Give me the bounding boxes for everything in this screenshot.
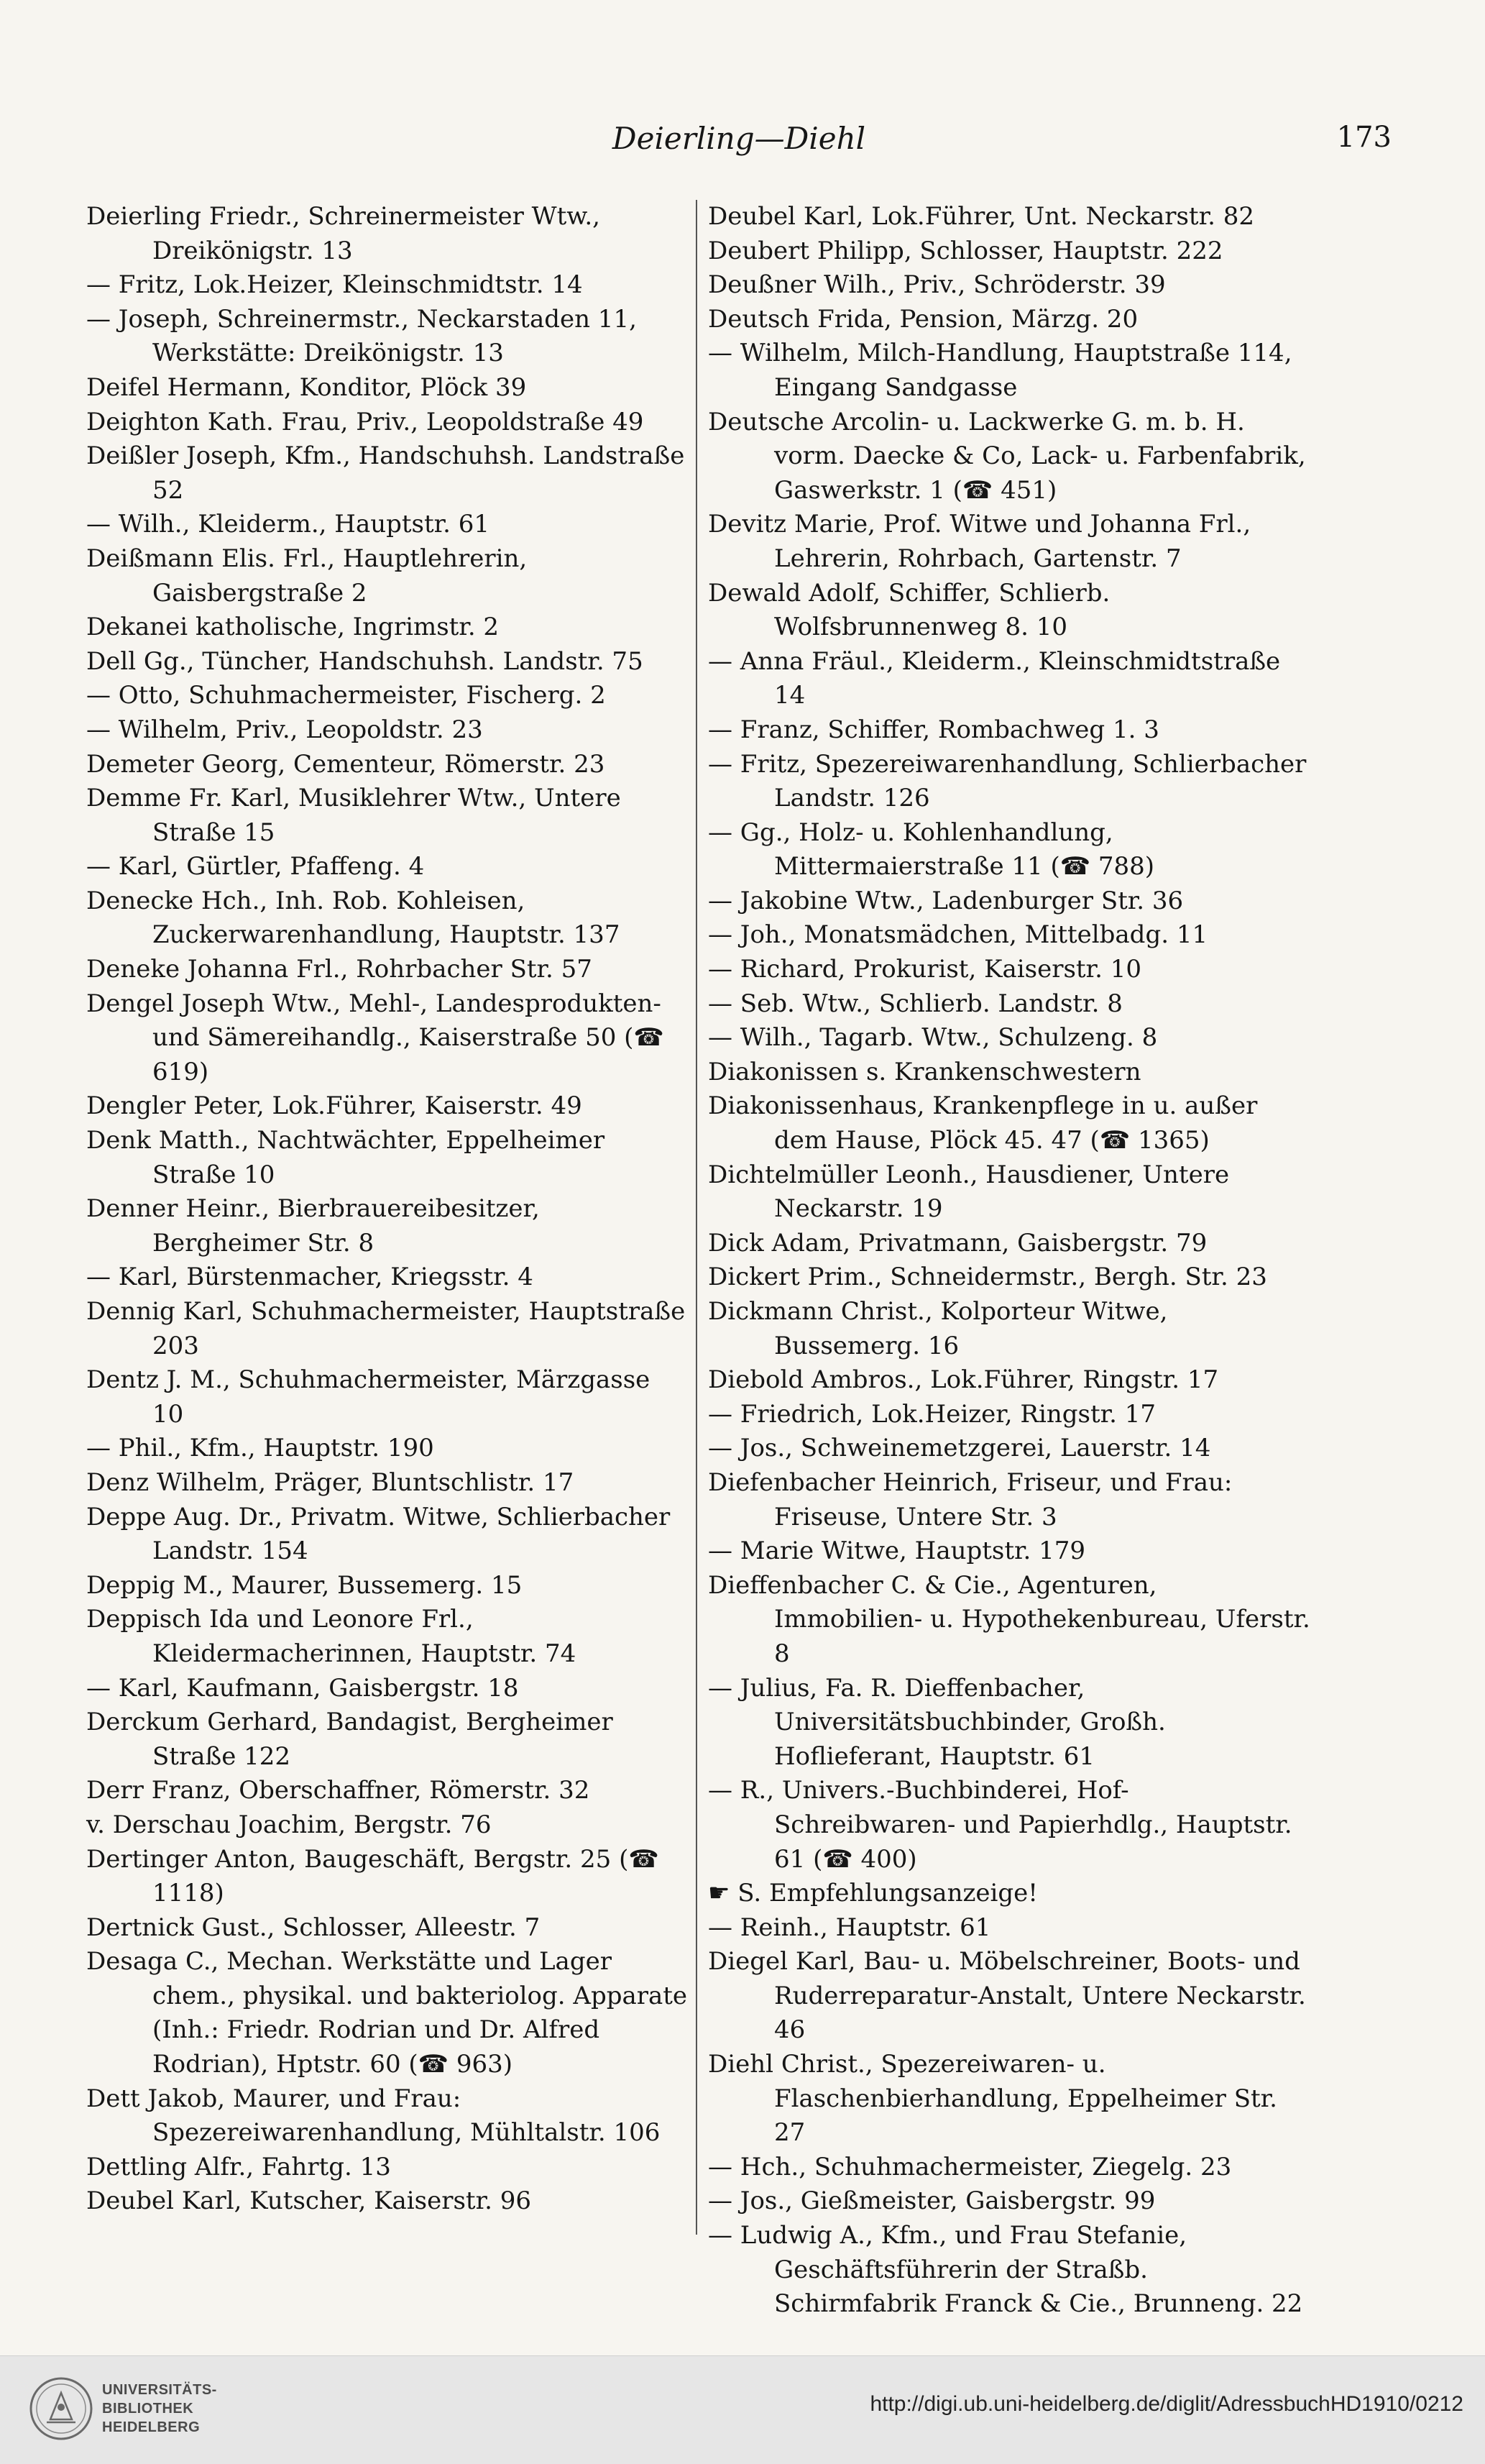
directory-entry: Diegel Karl, Bau- u. Möbelschreiner, Boots- und Ruderreparatur-Anstalt, Untere Neckarstr. 46 [708,1947,1314,2045]
directory-entry: — Julius, Fa. R. Dieffenbacher, Universitätsbuchbinder, Großh. Hoflieferant, Hauptstr. 61 [708,1673,1174,1771]
directory-entry: Diehl Christ., Spezereiwaren- u. Flaschenbierhandlung, Eppelheimer Str. 27 [708,2050,1285,2148]
directory-entry: — Gg., Holz- u. Kohlenhandlung, Mittermaierstraße 11 (☎ 788) [708,817,1155,881]
directory-entry: Deierling Friedr., Schreinermeister Wtw., Dreikönigstr. 13 [86,202,608,265]
directory-entry: Deubel Karl, Kutscher, Kaiserstr. 96 [86,2186,531,2216]
directory-entry: Dennig Karl, Schuhmachermeister, Hauptstraße 203 [86,1297,694,1360]
directory-entry: — Reinh., Hauptstr. 61 [708,1913,991,1942]
directory-entry: Diakonissen s. Krankenschwestern [708,1057,1141,1086]
directory-entry: — Otto, Schuhmachermeister, Fischerg. 2 [86,681,606,710]
directory-entry: Deubel Karl, Lok.Führer, Unt. Neckarstr. 82 [708,202,1254,231]
directory-entry: Deußner Wilh., Priv., Schröderstr. 39 [708,270,1166,300]
directory-entry: Dett Jakob, Maurer, und Frau: Spezereiwarenhandlung, Mühltalstr. 106 [86,2084,661,2148]
directory-entry: — Franz, Schiffer, Rombachweg 1. 3 [708,715,1159,744]
directory-entry: Dertnick Gust., Schlosser, Alleestr. 7 [86,1913,541,1942]
directory-entry: Dick Adam, Privatmann, Gaisbergstr. 79 [708,1228,1208,1258]
directory-entry: — Jos., Schweinemetzgerei, Lauerstr. 14 [708,1434,1211,1463]
directory-entry: — Joh., Monatsmädchen, Mittelbadg. 11 [708,920,1208,950]
directory-entry: Dentz J. M., Schuhmachermeister, Märzgasse 10 [86,1365,658,1429]
directory-entry: — Wilh., Tagarb. Wtw., Schulzeng. 8 [708,1023,1158,1053]
directory-entry: Deppe Aug. Dr., Privatm. Witwe, Schlierbacher Landstr. 154 [86,1502,679,1566]
directory-entry: — Phil., Kfm., Hauptstr. 190 [86,1434,434,1463]
directory-entry: Devitz Marie, Prof. Witwe und Johanna Frl., Lehrerin, Rohrbach, Gartenstr. 7 [708,510,1259,573]
library-name-line: UNIVERSITÄTS- [102,2382,217,2398]
directory-entry: Deppig M., Maurer, Bussemerg. 15 [86,1570,523,1600]
running-head: Deierling—Diehl [612,121,866,156]
library-name-line: HEIDELBERG [102,2419,201,2435]
directory-entry: Dieffenbacher C. & Cie., Agenturen, Immobilien- u. Hypothekenbureau, Uferstr. 8 [708,1570,1318,1668]
directory-entry: — Fritz, Lok.Heizer, Kleinschmidtstr. 14 [86,270,583,300]
directory-entry: Diebold Ambros., Lok.Führer, Ringstr. 17 [708,1365,1219,1395]
directory-entry: — Jos., Gießmeister, Gaisbergstr. 99 [708,2186,1156,2216]
directory-entry: Denner Heinr., Bierbrauereibesitzer, Bergheimer Str. 8 [86,1194,548,1258]
directory-entry: Deutsch Frida, Pension, Märzg. 20 [708,304,1139,334]
directory-entry: — Fritz, Spezereiwarenhandlung, Schlierbacher Landstr. 126 [708,749,1315,813]
directory-entry: Dichtelmüller Leonh., Hausdiener, Untere Neckarstr. 19 [708,1160,1237,1224]
directory-entry: Diefenbacher Heinrich, Friseur, und Frau: Friseuse, Untere Str. 3 [708,1467,1241,1531]
directory-entry: Dertinger Anton, Baugeschäft, Bergstr. 25 (☎ 1118) [86,1844,667,1908]
directory-entry: Denk Matth., Nachtwächter, Eppelheimer Straße 10 [86,1126,612,1189]
left-column [86,200,695,2219]
directory-entry: ☛ S. Empfehlungsanzeige! [708,1879,1038,1908]
directory-entry: — Wilhelm, Milch-Handlung, Hauptstraße 114, Eingang Sandgasse [708,339,1300,402]
directory-entry: — Jakobine Wtw., Ladenburger Str. 36 [708,886,1184,915]
directory-entry: Desaga C., Mechan. Werkstätte und Lager chem., physikal. und bakteriolog. Apparate (Inh.: Friedr. Rodrian und Dr. Alfred Rodrian), Hptstr. 60 (☎ 963) [86,1947,695,2079]
directory-entry: Derckum Gerhard, Bandagist, Bergheimer Straße 122 [86,1708,621,1771]
directory-entry: Demme Fr. Karl, Musiklehrer Wtw., Untere Straße 15 [86,784,629,847]
directory-entry: — Joseph, Schreinermstr., Neckarstaden 11, Werkstätte: Dreikönigstr. 13 [86,304,645,368]
directory-entry: — Ludwig A., Kfm., und Frau Stefanie, Geschäftsführerin der Straßb. Schirmfabrik Franck & Cie., Brunneng. 22 [708,2221,1303,2319]
directory-entry: Derr Franz, Oberschaffner, Römerstr. 32 [86,1776,590,1805]
directory-entry: — Marie Witwe, Hauptstr. 179 [708,1536,1086,1566]
directory-entry: Dickert Prim., Schneidermstr., Bergh. Str. 23 [708,1263,1267,1292]
directory-entry: Dewald Adolf, Schiffer, Schlierb. Wolfsbrunnenweg 8. 10 [708,578,1118,642]
directory-entry: Dell Gg., Tüncher, Handschuhsh. Landstr. 75 [86,646,643,676]
directory-entry: Dekanei katholische, Ingrimstr. 2 [86,613,500,642]
directory-entry: — Wilh., Kleiderm., Hauptstr. 61 [86,510,490,539]
page-number: 173 [1336,121,1392,154]
directory-entry: — R., Univers.-Buchbinderei, Hof-Schreibwaren- und Papierhdlg., Hauptstr. 61 (☎ 400) [708,1776,1300,1874]
directory-entry: — Karl, Kaufmann, Gaisbergstr. 18 [86,1673,519,1703]
directory-entry: Deutsche Arcolin- u. Lackwerke G. m. b. H. vorm. Daecke & Co, Lack- u. Farbenfabrik, Gaswerkstr. 1 (☎ 451) [708,407,1314,505]
directory-entry: Deneke Johanna Frl., Rohrbacher Str. 57 [86,955,592,984]
footer-bar [0,2355,1485,2464]
directory-entry: Deubert Philipp, Schlosser, Hauptstr. 222 [708,236,1223,265]
directory-entry: Deighton Kath. Frau, Priv., Leopoldstraße 49 [86,407,644,436]
directory-entry: — Karl, Bürstenmacher, Kriegsstr. 4 [86,1263,533,1292]
page-header [86,121,1392,164]
directory-entry: Dengel Joseph Wtw., Mehl-, Landesprodukten- und Sämereihandlg., Kaiserstraße 50 (☎ 619) [86,989,672,1086]
directory-entry: Deißler Joseph, Kfm., Handschuhsh. Landstraße 52 [86,441,693,505]
directory-entry: Dickmann Christ., Kolporteur Witwe, Bussemerg. 16 [708,1297,1176,1360]
directory-entry: — Wilhelm, Priv., Leopoldstr. 23 [86,715,483,744]
directory-entry: — Hch., Schuhmachermeister, Ziegelg. 23 [708,2152,1232,2181]
source-url-link[interactable]: http://digi.ub.uni-heidelberg.de/diglit/AdressbuchHD1910/0212 [870,2392,1463,2416]
right-column [708,200,1318,2322]
directory-entry: Denecke Hch., Inh. Rob. Kohleisen, Zuckerwarenhandlung, Hauptstr. 137 [86,886,620,950]
directory-entry: — Richard, Prokurist, Kaiserstr. 10 [708,955,1141,984]
directory-entry: Dettling Alfr., Fahrtg. 13 [86,2152,391,2181]
library-name [102,2381,217,2437]
directory-entry: Demeter Georg, Cementeur, Römerstr. 23 [86,749,605,779]
directory-entry: — Friedrich, Lok.Heizer, Ringstr. 17 [708,1399,1157,1429]
directory-entry: Deppisch Ida und Leonore Frl., Kleidermacherinnen, Hauptstr. 74 [86,1605,576,1668]
column-divider [696,200,697,2235]
university-seal-icon[interactable] [29,2375,93,2443]
directory-entry: Dengler Peter, Lok.Führer, Kaiserstr. 49 [86,1091,582,1121]
directory-entry: Diakonissenhaus, Krankenpflege in u. außer dem Hause, Plöck 45. 47 (☎ 1365) [708,1091,1266,1155]
directory-entry: Denz Wilhelm, Präger, Bluntschlistr. 17 [86,1467,574,1497]
directory-entry: — Karl, Gürtler, Pfaffeng. 4 [86,852,425,881]
directory-entry: — Anna Fräul., Kleiderm., Kleinschmidtstraße 14 [708,646,1288,710]
directory-entry: Deißmann Elis. Frl., Hauptlehrerin, Gaisbergstraße 2 [86,544,535,608]
directory-entry: — Seb. Wtw., Schlierb. Landstr. 8 [708,989,1123,1018]
library-name-line: BIBLIOTHEK [102,2401,194,2417]
directory-entry: Deifel Hermann, Konditor, Plöck 39 [86,372,527,402]
directory-entry: v. Derschau Joachim, Bergstr. 76 [86,1810,492,1839]
